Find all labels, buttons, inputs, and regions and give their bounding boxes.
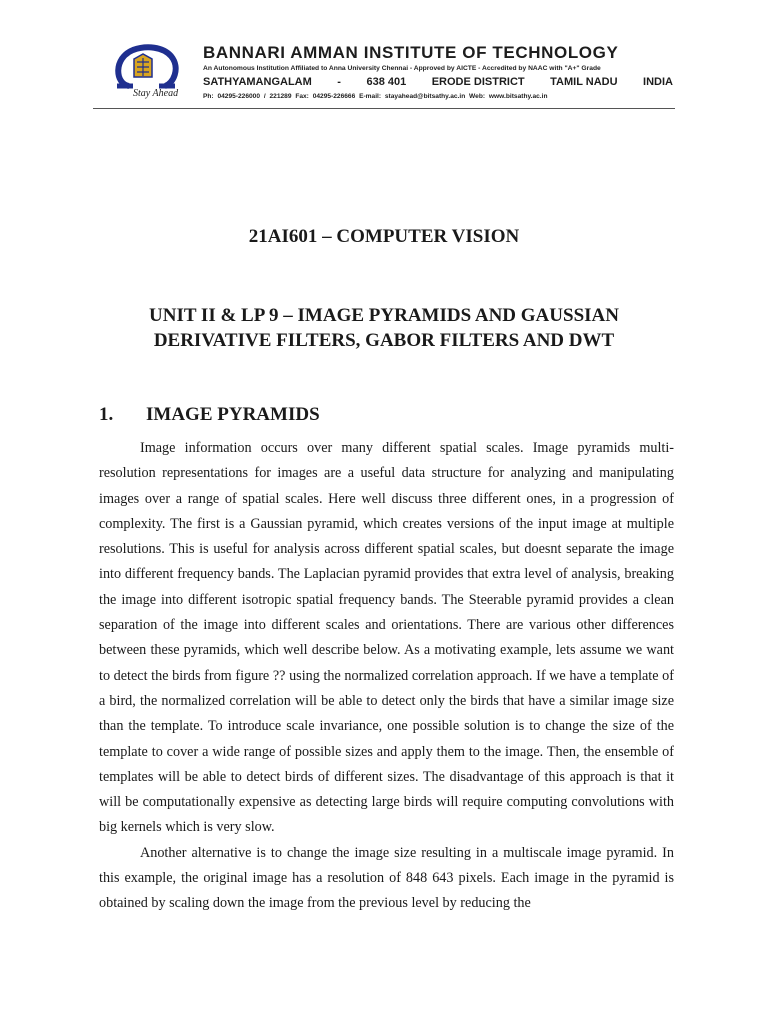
- unit-title-line-1: UNIT II & LP 9 – IMAGE PYRAMIDS AND GAUSSIAN: [149, 305, 619, 326]
- address-separator: -: [337, 76, 341, 88]
- institution-header: [93, 41, 675, 109]
- unit-title: [0, 303, 768, 353]
- address-pincode: 638 401: [366, 76, 407, 88]
- paragraph: Another alternative is to change the image size resulting in a multiscale image pyramid. In this example, the original image has a resolution of 848 643 pixels. Each image in the pyramid is obtained by scaling down the image from the previous level by reducing the: [99, 844, 674, 912]
- unit-title-line-2: DERIVATIVE FILTERS, GABOR FILTERS AND DWT: [153, 330, 615, 351]
- body-text: [99, 436, 674, 917]
- logo-tagline: Stay Ahead: [133, 88, 179, 99]
- omega-emblem-icon: [107, 44, 199, 90]
- institution-affiliation: An Autonomous Institution Affiliated to Anna University Chennai - Approved by AICTE - Accredited by NAAC with "A+" Grade: [203, 65, 601, 72]
- course-title: 21AI601 – COMPUTER VISION: [248, 226, 520, 247]
- address-country: INDIA: [643, 76, 673, 88]
- paragraph: Image information occurs over many different spatial scales. Image pyramids multi-resolution representations for images are a useful data structure for analyzing and manipulating images over a range of spatial scales. Here well discuss three different ones, in a progression of complexity. The first is a Gaussian pyramid, which creates versions of the input image at multiple resolutions. This is useful for analysis across different spatial scales, but doesnt separate the image into different frequency bands. The Laplacian pyramid provides that extra level of analysis, breaking the image into different isotropic spatial frequency bands. The Steerable pyramid provides a clean separation of the image into different scales and orientations. There are various other differences between these pyramids, which well describe below. As a motivating example, lets assume we want to detect the birds from figure ?? using the normalized correlation approach. If we have a template of a bird, the normalized correlation will be able to detect only the birds that have a similar image size than the template. To introduce scale invariance, one possible solution is to change the size of the template to cover a wide range of possible sizes and apply them to the image. Then, the ensemble of templates will be able to detect birds of different sizes. The disadvantage of this approach is that it will be computationally expensive as detecting large birds will require computing convolutions with big kernels which is very slow.: [99, 440, 674, 836]
- address-city: SATHYAMANGALAM: [203, 76, 312, 88]
- section-heading: [99, 404, 320, 426]
- address-district: ERODE DISTRICT: [431, 76, 525, 88]
- section-number: 1.: [99, 404, 114, 425]
- institution-contact: Ph: 04295-226000 / 221289 Fax: 04295-226666 E-mail: stayahead@bitsathy.ac.in Web: www.bitsathy.ac.in: [203, 93, 548, 100]
- institution-address: [203, 76, 673, 88]
- address-state: TAMIL NADU: [550, 76, 618, 88]
- institution-name: BANNARI AMMAN INSTITUTE OF TECHNOLOGY: [203, 43, 619, 62]
- institution-logo: [107, 44, 199, 106]
- section-title: IMAGE PYRAMIDS: [146, 404, 320, 425]
